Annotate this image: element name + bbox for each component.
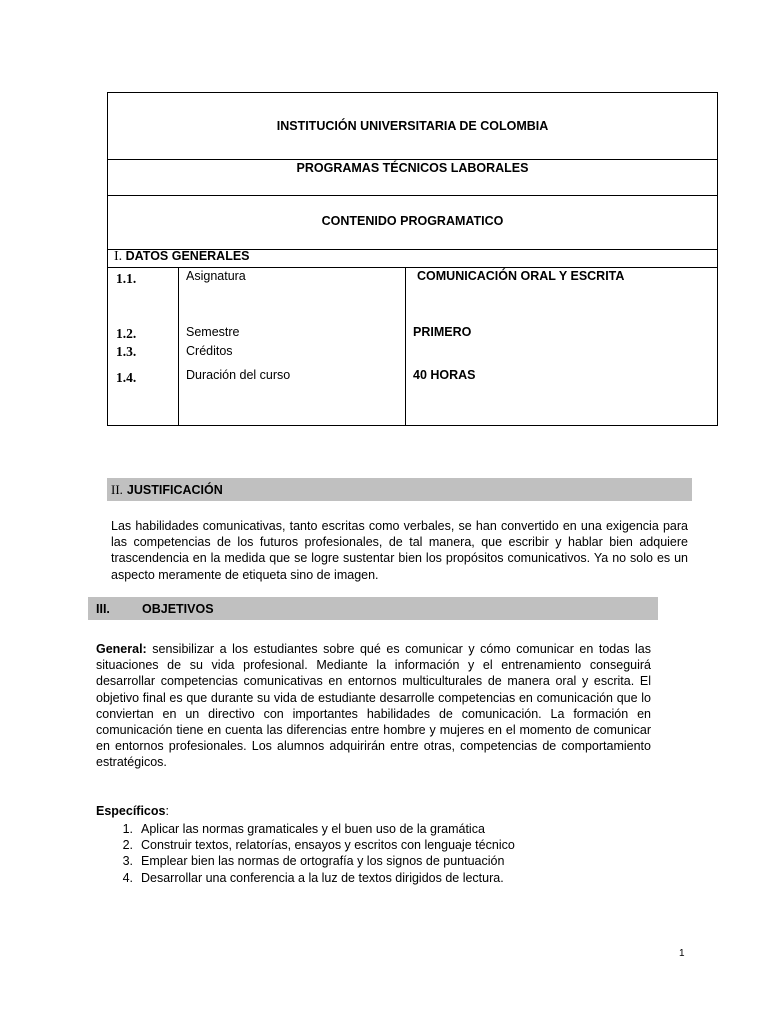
list-item-number: 4. <box>122 870 133 885</box>
justificacion-roman: II. <box>111 481 123 497</box>
row-value: 40 HORAS <box>413 368 476 382</box>
table-divider <box>108 267 717 268</box>
page-number: 1 <box>679 948 685 959</box>
datos-generales-title: DATOS GENERALES <box>125 249 250 263</box>
datos-generales-heading <box>114 249 250 265</box>
objetivo-general <box>96 641 651 771</box>
objetivos-title: OBJETIVOS <box>142 601 214 616</box>
row-label: Duración del curso <box>186 368 291 382</box>
list-item <box>96 870 576 886</box>
list-item-text: Emplear bien las normas de ortografía y los signos de puntuación <box>141 854 505 869</box>
especificos-list <box>96 821 576 886</box>
list-item-text: Aplicar las normas gramaticales y el buen uso de la gramática <box>141 822 485 836</box>
content-title: CONTENIDO PROGRAMATICO <box>321 214 504 228</box>
row-label: Asignatura <box>186 269 246 283</box>
list-item <box>96 853 576 869</box>
justificacion-bar <box>107 478 692 501</box>
list-item-text: Desarrollar una conferencia a la luz de textos dirigidos de lectura. <box>141 870 504 885</box>
general-label: General: <box>96 642 147 656</box>
list-item-number: 3. <box>122 854 133 869</box>
institution-title: INSTITUCIÓN UNIVERSITARIA DE COLOMBIA <box>276 119 549 133</box>
list-item-text: Construir textos, relatorías, ensayos y escritos con lenguaje técnico <box>141 838 515 853</box>
objetivos-bar <box>88 597 658 620</box>
list-item <box>96 837 576 853</box>
justificacion-text: Las habilidades comunicativas, tanto escritas como verbales, se han convertido en una exigencia para las competencias de los futuros profesionales, de tal manera, que escribir y hablar bien adquiere trascendencia en la medida que se logre sustentar bien los propósitos comunicativos. Ya no solo es un aspecto meramente de etiqueta sino de imagen. <box>111 519 688 582</box>
row-value: COMUNICACIÓN ORAL Y ESCRITA <box>417 269 625 283</box>
especificos-colon: : <box>165 804 169 818</box>
column-divider <box>178 267 179 425</box>
objetivos-roman: III. <box>96 601 110 616</box>
column-divider <box>405 267 406 425</box>
row-value: PRIMERO <box>413 325 472 339</box>
row-label: Semestre <box>186 325 240 339</box>
justificacion-title: JUSTIFICACIÓN <box>126 482 223 497</box>
list-item-number: 2. <box>122 838 133 853</box>
header-table <box>107 92 718 426</box>
general-text: sensibilizar a los estudiantes sobre qué es comunicar y cómo comunicar en todas las situaciones de su vida profesional. Mediante la información y el entrenamiento conseguirá desarrollar competencias comunicativas en entornos multiculturales de manera oral y escrita. El objetivo final es que durante su vida de estudiante desarrolle competencias en comunicación que lo conviertan en un directivo con importantes habilidades de comunicación. La formación en comunicación tiene en cuenta las diferencias entre hombre y mujeres en el momento de comunicar en entornos profesionales. Los alumnos adquirirán entre otras, competencias de comportamiento estratégicos. <box>96 642 651 770</box>
list-item <box>96 821 576 837</box>
row-number: 1.3. <box>116 344 137 359</box>
row-label: Créditos <box>186 344 233 358</box>
especificos-label: Específicos <box>96 804 166 818</box>
row-number: 1.4. <box>116 370 137 385</box>
row-number: 1.2. <box>116 326 137 341</box>
table-divider <box>108 159 717 160</box>
datos-generales-roman: I. <box>114 249 123 264</box>
list-item-number: 1. <box>122 822 133 836</box>
especificos-heading <box>96 804 169 818</box>
table-divider <box>108 195 717 196</box>
row-number: 1.1. <box>116 271 137 286</box>
programs-title: PROGRAMAS TÉCNICOS LABORALES <box>296 161 529 175</box>
